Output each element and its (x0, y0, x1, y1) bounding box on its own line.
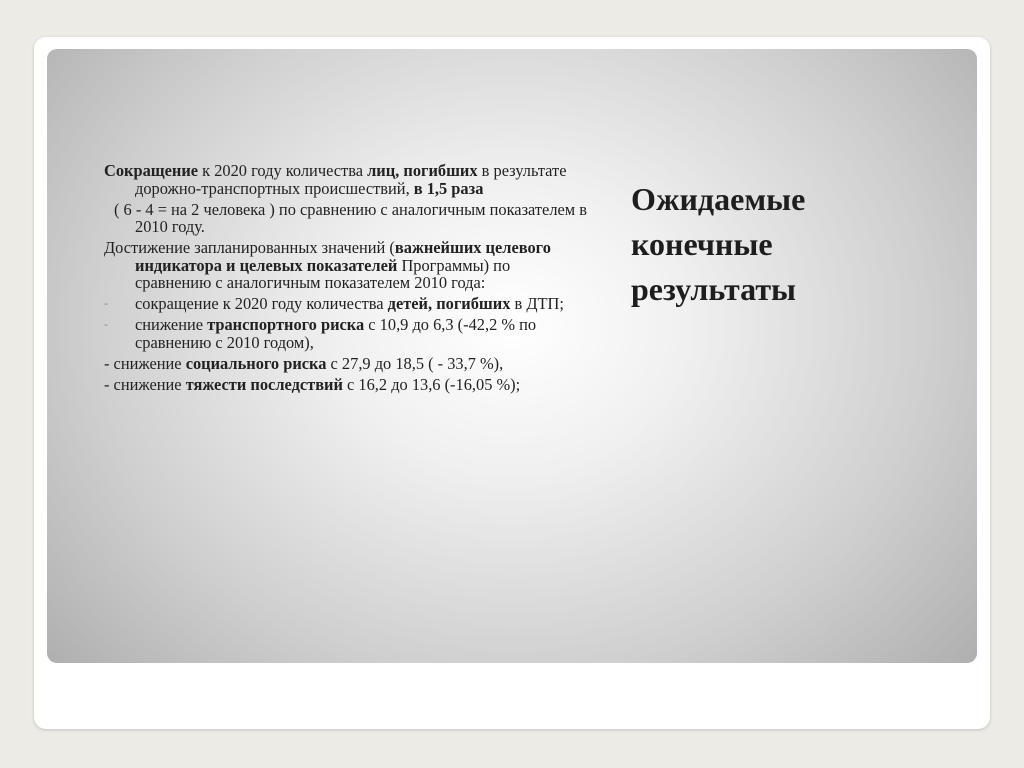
list-item-children (104, 295, 590, 313)
bold-text: в 1,5 раза (413, 178, 484, 198)
list-item-severity (104, 376, 590, 394)
list-item-social-risk (104, 355, 590, 373)
bullet-dash: - (104, 317, 108, 331)
title-line: конечные (631, 226, 773, 262)
bold-text: транспортного риска (207, 315, 365, 334)
text: Программы) по сравнению с аналогичным показателем 2010 года: (135, 255, 511, 292)
text: Достижение запланированных значений ( (104, 238, 395, 257)
text: - снижение (104, 374, 186, 394)
text: с 27,9 до 18,5 ( - 33,7 %), (326, 353, 504, 373)
bold-text: лиц, погибших (367, 161, 478, 180)
body-text (104, 162, 590, 397)
bold-text: детей, погибших (387, 294, 511, 313)
title-line: Ожидаемые (631, 181, 806, 217)
title-line: результаты (631, 271, 797, 307)
text: снижение (135, 315, 208, 334)
slide-title (631, 177, 931, 312)
text: к 2020 году количества (198, 161, 368, 180)
list-item-transport-risk (104, 316, 590, 351)
bold-text: социального риска (185, 353, 327, 373)
bold-text: тяжести последствий (185, 374, 343, 394)
text: в результате дорожно-транспортных происшествий, (135, 161, 567, 198)
paragraph-comparison (104, 201, 590, 236)
text: ( 6 - 4 = на 2 человека ) по сравнению с аналогичным показателем в 2010 году. (114, 199, 587, 236)
text: в ДТП; (510, 294, 564, 313)
text: с 10,9 до 6,3 (-42,2 % по сравнению с 2010 годом), (135, 315, 537, 352)
bold-text: важнейших целевого индикатора и целевых показателей (135, 238, 551, 275)
text: - снижение (104, 353, 186, 373)
text: сокращение к 2020 году количества (135, 294, 388, 313)
text: с 16,2 до 13,6 (-16,05 %); (342, 374, 521, 394)
bold-text: Сокращение (104, 161, 199, 180)
paragraph-reduction-deaths (104, 162, 590, 197)
bullet-dash: - (104, 296, 108, 310)
paragraph-achievement (104, 239, 590, 292)
